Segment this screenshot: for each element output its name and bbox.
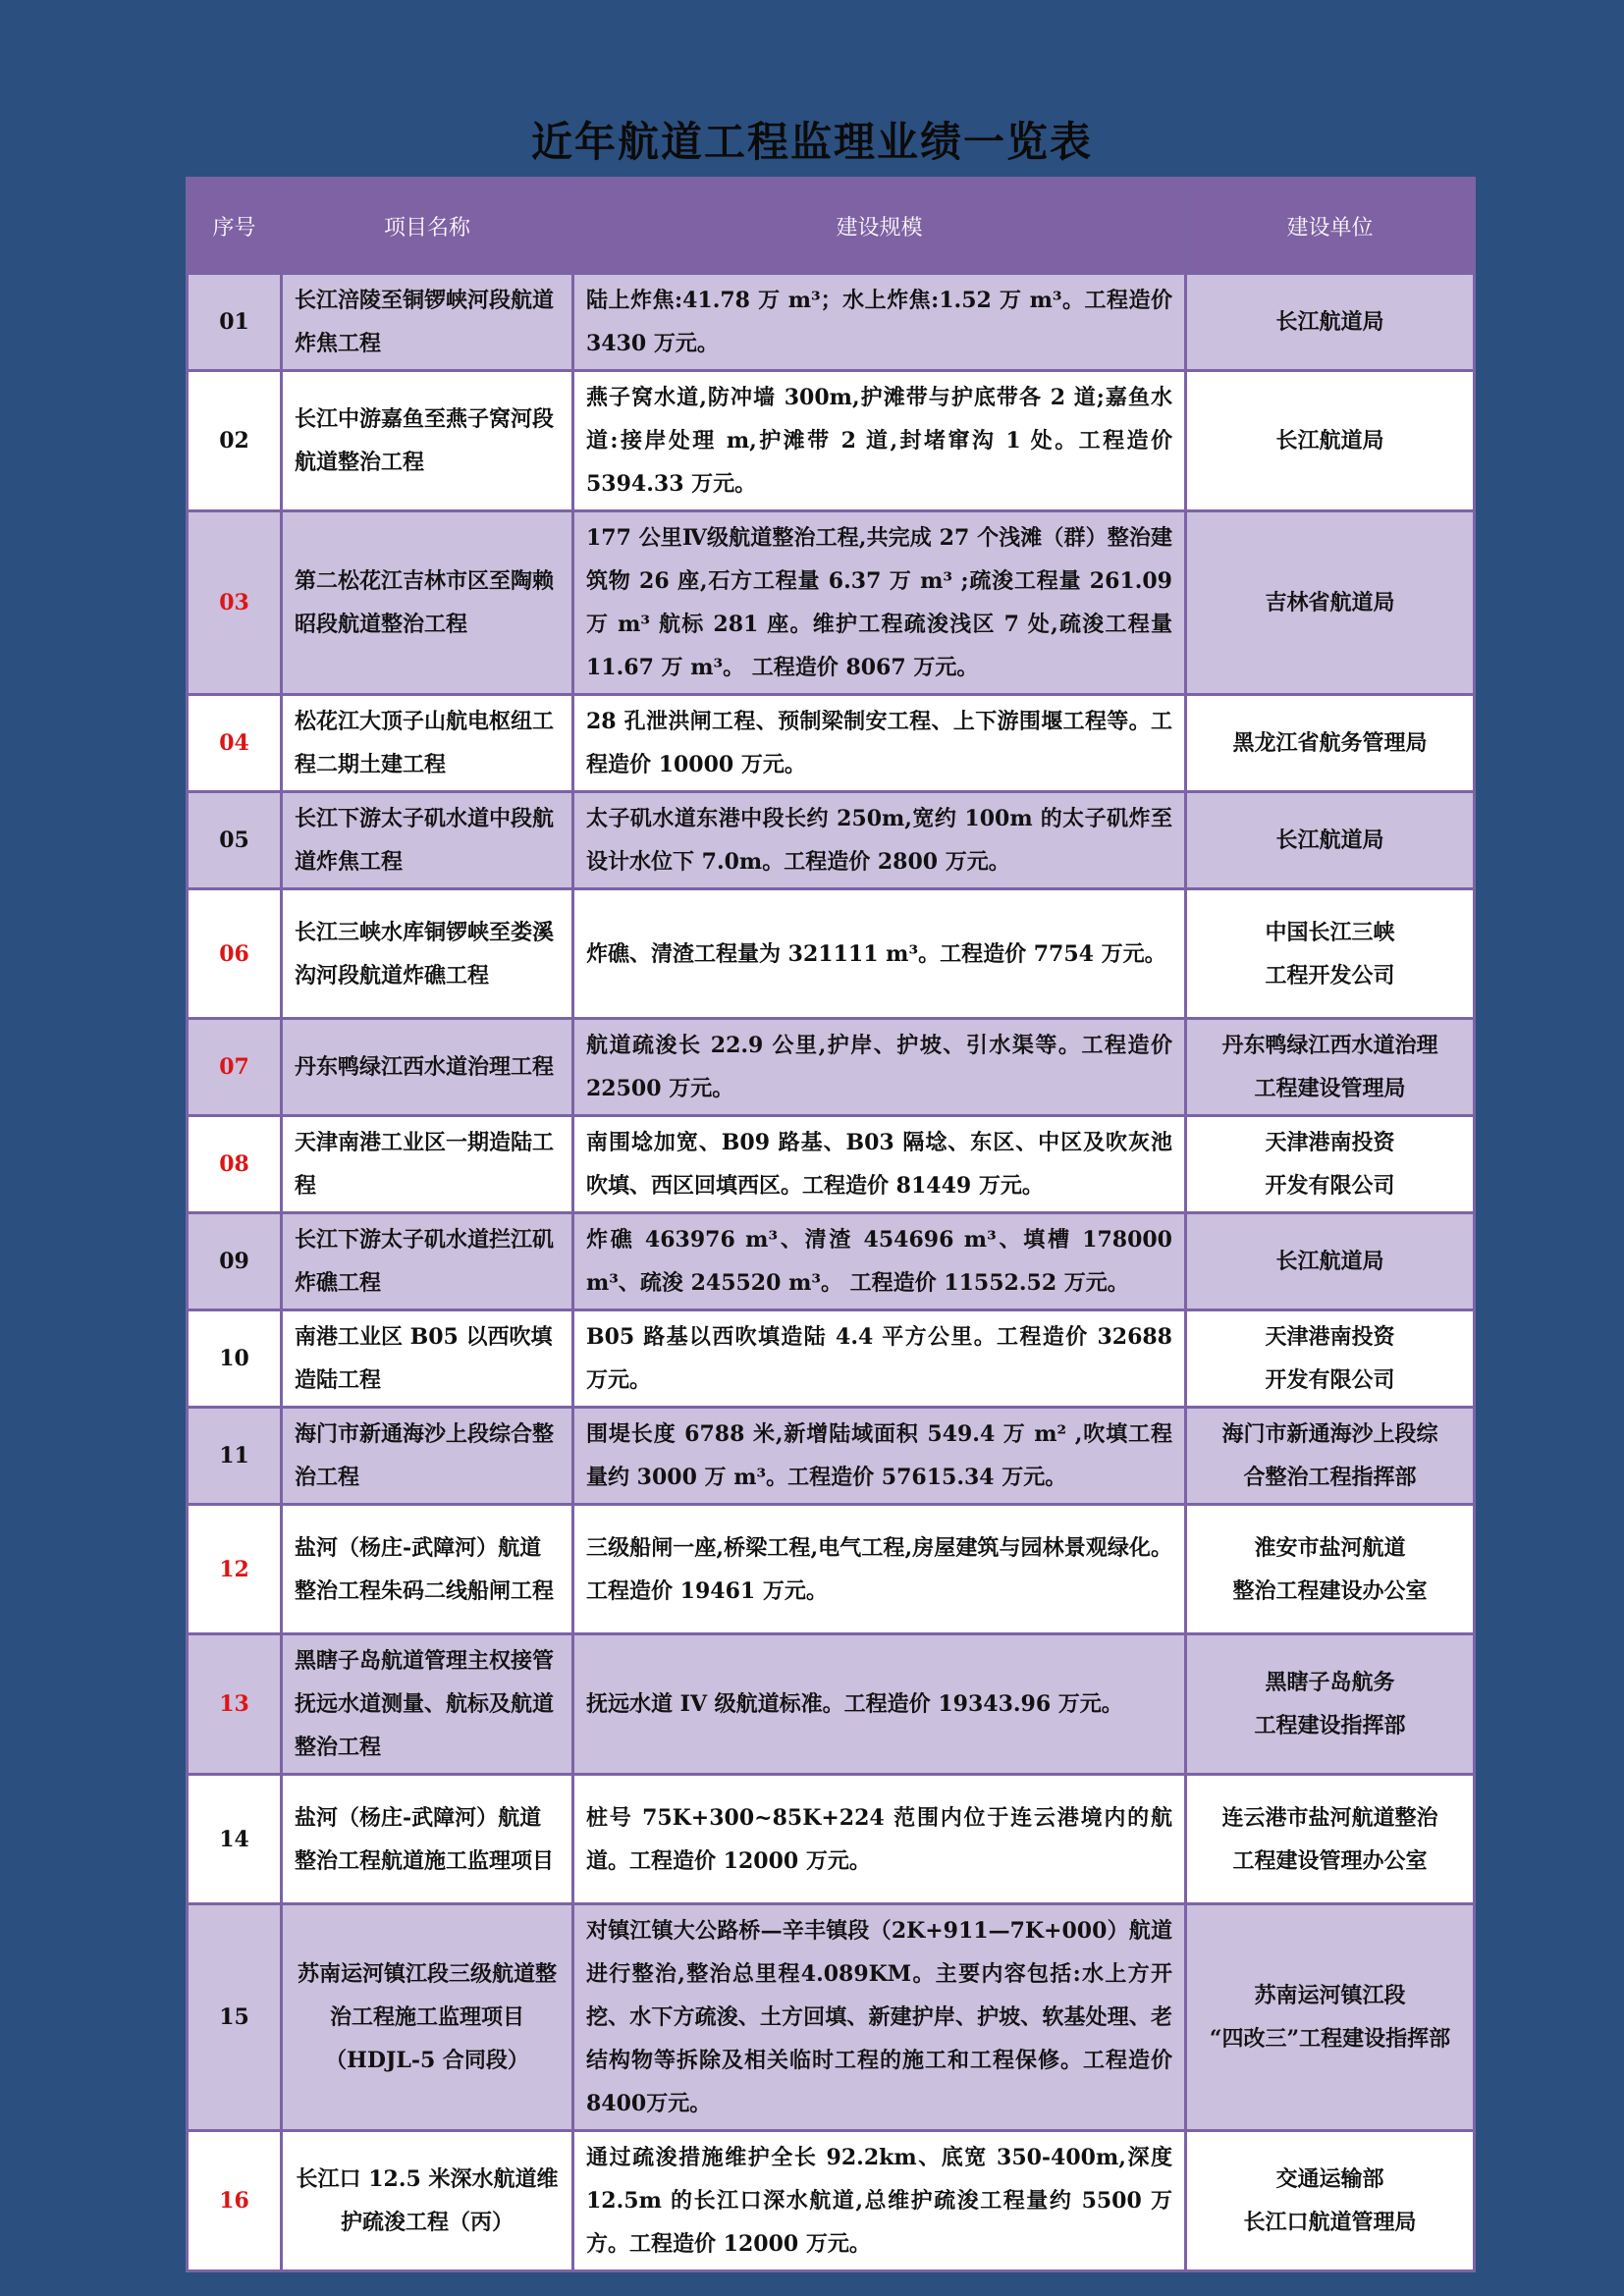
table-row bbox=[188, 1775, 1475, 1904]
construction-scale: 燕子窝水道,防冲墙 300m,护滩带与护底带各 2 道;嘉鱼水道:接岸处理 m,护滩带 2 道,封堵窜沟 1 处。工程造价 5394.33 万元。 bbox=[573, 371, 1186, 511]
project-name: 松花江大顶子山航电枢纽工程二期土建工程 bbox=[282, 695, 573, 792]
construction-unit bbox=[1186, 1904, 1475, 2131]
project-name: 黑瞎子岛航道管理主权接管抚远水道测量、航标及航道整治工程 bbox=[282, 1634, 573, 1775]
construction-unit-line: 黑瞎子岛航务 bbox=[1265, 1670, 1395, 1695]
project-name: 长江下游太子矶水道拦江矶炸礁工程 bbox=[282, 1213, 573, 1310]
row-number: 03 bbox=[188, 511, 282, 695]
header-unit: 建设单位 bbox=[1186, 179, 1475, 274]
table-row bbox=[188, 1310, 1475, 1408]
construction-scale: 通过疏浚措施维护全长 92.2km、底宽 350-400m,深度 12.5m 的长江口深水航道,总维护疏浚工程量约 5500 万方。工程造价 12000 万元。 bbox=[573, 2131, 1186, 2271]
construction-unit-line: 工程建设管理办公室 bbox=[1232, 1847, 1428, 1874]
construction-unit-line: 丹东鸭绿江西水道治理 bbox=[1221, 1033, 1438, 1058]
construction-unit-line: 交通运输部 bbox=[1275, 2166, 1384, 2192]
construction-unit bbox=[1186, 511, 1475, 695]
construction-unit-line: 吉林省航道局 bbox=[1265, 590, 1395, 615]
project-name: 长江中游嘉鱼至燕子窝河段航道整治工程 bbox=[282, 371, 573, 511]
project-name: 长江三峡水库铜锣峡至娄溪沟河段航道炸礁工程 bbox=[282, 889, 573, 1019]
construction-unit-line: 海门市新通海沙上段综 bbox=[1221, 1421, 1438, 1447]
project-name: 南港工业区 B05 以西吹填造陆工程 bbox=[282, 1310, 573, 1408]
project-name: 第二松花江吉林市区至陶赖昭段航道整治工程 bbox=[282, 511, 573, 695]
table-row bbox=[188, 274, 1475, 371]
construction-scale: 南围埝加宽、B09 路基、B03 隔埝、东区、中区及吹灰池吹填、西区回填西区。工程造价 81449 万元。 bbox=[573, 1116, 1186, 1213]
row-number: 10 bbox=[188, 1310, 282, 1408]
construction-unit bbox=[1186, 1310, 1475, 1408]
construction-scale: 航道疏浚长 22.9 公里,护岸、护坡、引水渠等。工程造价 22500 万元。 bbox=[573, 1019, 1186, 1116]
table-row bbox=[188, 2131, 1475, 2271]
table-row bbox=[188, 511, 1475, 695]
project-name: 长江涪陵至铜锣峡河段航道炸焦工程 bbox=[282, 274, 573, 371]
construction-unit-line: 长江口航道管理局 bbox=[1243, 2210, 1417, 2235]
construction-unit-line: 工程建设指挥部 bbox=[1254, 1713, 1406, 1738]
page-title: 近年航道工程监理业绩一览表 bbox=[530, 118, 1093, 166]
construction-unit-line: 开发有限公司 bbox=[1265, 1173, 1395, 1199]
construction-scale: 抚远水道 IV 级航道标准。工程造价 19343.96 万元。 bbox=[573, 1634, 1186, 1775]
construction-unit bbox=[1186, 1019, 1475, 1116]
header-scale: 建设规模 bbox=[573, 179, 1186, 274]
project-name: 苏南运河镇江段三级航道整治工程施工监理项目（HDJL-5 合同段） bbox=[282, 1904, 573, 2131]
construction-unit-line: 连云港市盐河航道整治 bbox=[1221, 1804, 1438, 1831]
construction-unit-line: 开发有限公司 bbox=[1265, 1367, 1395, 1393]
table-header-row bbox=[188, 179, 1475, 274]
project-name: 长江口 12.5 米深水航道维护疏浚工程（丙） bbox=[282, 2131, 573, 2271]
construction-unit bbox=[1186, 1116, 1475, 1213]
performance-table bbox=[186, 177, 1476, 2272]
construction-unit bbox=[1186, 695, 1475, 792]
construction-unit-line: 黑龙江省航务管理局 bbox=[1232, 730, 1428, 756]
construction-scale: 炸礁 463976 m³、清渣 454696 m³、填槽 178000 m³、疏浚 245520 m³。 工程造价 11552.52 万元。 bbox=[573, 1213, 1186, 1310]
construction-scale: 177 公里Ⅳ级航道整治工程,共完成 27 个浅滩（群）整治建筑物 26 座,石方工程量 6.37 万 m³ ;疏浚工程量 261.09 万 m³ 航标 281 座。维护工程疏浚浅区 7 处,疏浚工程量 11.67 万 m³。 工程造价 8067 万元。 bbox=[573, 511, 1186, 695]
construction-unit bbox=[1186, 792, 1475, 889]
header-project-name: 项目名称 bbox=[282, 179, 573, 274]
table-row bbox=[188, 889, 1475, 1019]
project-name: 长江下游太子矶水道中段航道炸焦工程 bbox=[282, 792, 573, 889]
construction-scale: 三级船闸一座,桥梁工程,电气工程,房屋建筑与园林景观绿化。工程造价 19461 万元。 bbox=[573, 1505, 1186, 1634]
construction-unit-line: 工程建设管理局 bbox=[1254, 1076, 1406, 1101]
construction-unit-line: 合整治工程指挥部 bbox=[1243, 1465, 1417, 1490]
construction-unit-line: 中国长江三峡 bbox=[1265, 919, 1395, 945]
construction-scale: B05 路基以西吹填造陆 4.4 平方公里。工程造价 32688 万元。 bbox=[573, 1310, 1186, 1408]
row-number: 13 bbox=[188, 1634, 282, 1775]
table-row bbox=[188, 792, 1475, 889]
project-name: 盐河（杨庄-武障河）航道整治工程朱码二线船闸工程 bbox=[282, 1505, 573, 1634]
table-row bbox=[188, 695, 1475, 792]
project-name: 海门市新通海沙上段综合整治工程 bbox=[282, 1408, 573, 1505]
construction-unit-line: “四改三”工程建设指挥部 bbox=[1209, 2026, 1451, 2052]
construction-unit bbox=[1186, 274, 1475, 371]
construction-unit-line: 淮安市盐河航道 bbox=[1254, 1534, 1406, 1561]
construction-scale: 太子矶水道东港中段长约 250m,宽约 100m 的太子矶炸至设计水位下 7.0m。工程造价 2800 万元。 bbox=[573, 792, 1186, 889]
row-number: 05 bbox=[188, 792, 282, 889]
construction-scale: 桩号 75K+300~85K+224 范围内位于连云港境内的航道。工程造价 12000 万元。 bbox=[573, 1775, 1186, 1904]
row-number: 11 bbox=[188, 1408, 282, 1505]
construction-unit bbox=[1186, 889, 1475, 1019]
table-row bbox=[188, 1505, 1475, 1634]
row-number: 15 bbox=[188, 1904, 282, 2131]
table-row bbox=[188, 1019, 1475, 1116]
construction-scale: 陆上炸焦:41.78 万 m³；水上炸焦:1.52 万 m³。工程造价 3430 万元。 bbox=[573, 274, 1186, 371]
construction-scale: 28 孔泄洪闸工程、预制梁制安工程、上下游围堰工程等。工程造价 10000 万元。 bbox=[573, 695, 1186, 792]
construction-unit-line: 整治工程建设办公室 bbox=[1232, 1577, 1428, 1604]
table-row bbox=[188, 1408, 1475, 1505]
row-number: 06 bbox=[188, 889, 282, 1019]
construction-unit-line: 天津港南投资 bbox=[1265, 1130, 1395, 1155]
construction-unit bbox=[1186, 1213, 1475, 1310]
construction-scale: 炸礁、清渣工程量为 321111 m³。工程造价 7754 万元。 bbox=[573, 889, 1186, 1019]
construction-scale: 围堤长度 6788 米,新增陆域面积 549.4 万 m² ,吹填工程量约 3000 万 m³。工程造价 57615.34 万元。 bbox=[573, 1408, 1186, 1505]
construction-unit bbox=[1186, 371, 1475, 511]
construction-unit-line: 天津港南投资 bbox=[1265, 1324, 1395, 1350]
table-row bbox=[188, 1213, 1475, 1310]
table-row bbox=[188, 1634, 1475, 1775]
construction-unit-line: 长江航道局 bbox=[1275, 428, 1384, 454]
construction-unit-line: 苏南运河镇江段 bbox=[1254, 1983, 1406, 2008]
row-number: 01 bbox=[188, 274, 282, 371]
construction-unit-line: 长江航道局 bbox=[1275, 828, 1384, 853]
construction-unit-line: 工程开发公司 bbox=[1265, 962, 1395, 988]
row-number: 09 bbox=[188, 1213, 282, 1310]
table-row bbox=[188, 1116, 1475, 1213]
construction-unit bbox=[1186, 1634, 1475, 1775]
table-row bbox=[188, 1904, 1475, 2131]
row-number: 14 bbox=[188, 1775, 282, 1904]
header-seq: 序号 bbox=[188, 179, 282, 274]
construction-unit bbox=[1186, 1505, 1475, 1634]
construction-unit-line: 长江航道局 bbox=[1275, 309, 1384, 335]
construction-unit bbox=[1186, 2131, 1475, 2271]
row-number: 07 bbox=[188, 1019, 282, 1116]
row-number: 12 bbox=[188, 1505, 282, 1634]
construction-unit-line: 长江航道局 bbox=[1275, 1249, 1384, 1274]
row-number: 08 bbox=[188, 1116, 282, 1213]
row-number: 04 bbox=[188, 695, 282, 792]
project-name: 盐河（杨庄-武障河）航道整治工程航道施工监理项目 bbox=[282, 1775, 573, 1904]
project-name: 天津南港工业区一期造陆工程 bbox=[282, 1116, 573, 1213]
row-number: 02 bbox=[188, 371, 282, 511]
construction-unit bbox=[1186, 1775, 1475, 1904]
project-name: 丹东鸭绿江西水道治理工程 bbox=[282, 1019, 573, 1116]
table-row bbox=[188, 371, 1475, 511]
row-number: 16 bbox=[188, 2131, 282, 2271]
construction-unit bbox=[1186, 1408, 1475, 1505]
construction-scale: 对镇江镇大公路桥—辛丰镇段（2K+911—7K+000）航道进行整治,整治总里程4.089KM。主要内容包括:水上方开挖、水下方疏浚、土方回填、新建护岸、护坡、软基处理、老结构物等拆除及相关临时工程的施工和工程保修。工程造价8400万元。 bbox=[573, 1904, 1186, 2131]
